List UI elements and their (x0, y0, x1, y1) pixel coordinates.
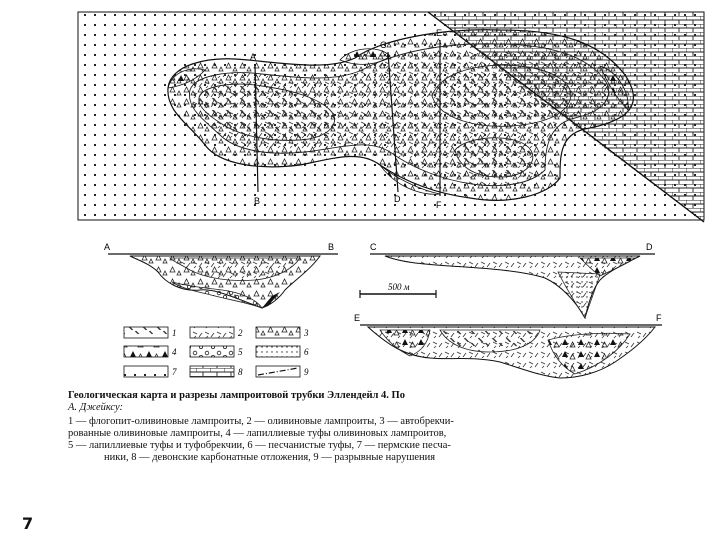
caption-title: Геологическая карта и разрезы лампроитовой трубки Эллендейл 4. По (68, 390, 405, 401)
legend-item-8 (190, 366, 243, 377)
caption-line-1: 1 — флогопит-оливиновые лампроиты, 2 — оливиновые лампроиты, 3 — автобрекчи- (68, 416, 454, 427)
legend-number-6: 6 (304, 347, 309, 357)
legend-item-1 (124, 327, 177, 338)
section-label-e: E (354, 313, 361, 323)
caption-author: А. Джейксу: (68, 402, 124, 413)
legend-item-6 (256, 346, 309, 357)
page-number: 7 (22, 514, 34, 533)
legend-number-4: 4 (172, 347, 177, 357)
section-label-f: F (656, 313, 662, 323)
legend-item-4 (124, 346, 177, 357)
section-cd (370, 242, 655, 318)
map-label-d: D (394, 194, 401, 204)
map-label-e: E (436, 28, 443, 38)
section-label-c: C (370, 242, 377, 252)
legend-item-2 (190, 327, 243, 338)
map (78, 12, 704, 222)
map-label-f: F (436, 200, 442, 210)
legend-number-9: 9 (304, 367, 309, 377)
legend-item-9 (256, 366, 309, 377)
legend-number-8: 8 (238, 367, 243, 377)
legend-item-3 (256, 327, 309, 338)
legend-number-2: 2 (238, 328, 243, 338)
section-ef (354, 313, 662, 378)
section-label-b: B (328, 242, 335, 252)
scale-label: 500 м (388, 282, 410, 292)
legend (124, 327, 309, 377)
legend-number-3: 3 (304, 328, 309, 338)
legend-item-7 (124, 366, 177, 377)
caption-line-3: 5 — лапиллиевые туфы и туфобрекчии, 6 — песчанистые туфы, 7 — пермские песча- (68, 440, 451, 451)
map-label-b: B (254, 196, 261, 206)
section-label-d: D (646, 242, 653, 252)
section-label-a: A (104, 242, 111, 252)
legend-number-1: 1 (172, 328, 177, 338)
caption-line-4: ники, 8 — девонские карбонатные отложения, 9 — разрывные нарушения (104, 452, 436, 463)
legend-item-5 (190, 346, 243, 357)
caption-line-2: рованные оливиновые лампроиты, 4 — лапиллиевые туфы оливиновых лампроитов, (68, 428, 447, 439)
legend-number-5: 5 (238, 347, 243, 357)
section-ab (104, 242, 338, 308)
legend-number-7: 7 (172, 367, 177, 377)
map-label-c: C (380, 40, 387, 50)
section-cd-sandy-tuff (558, 272, 600, 318)
map-label-a: A (250, 52, 257, 62)
scale-bar (360, 282, 436, 298)
